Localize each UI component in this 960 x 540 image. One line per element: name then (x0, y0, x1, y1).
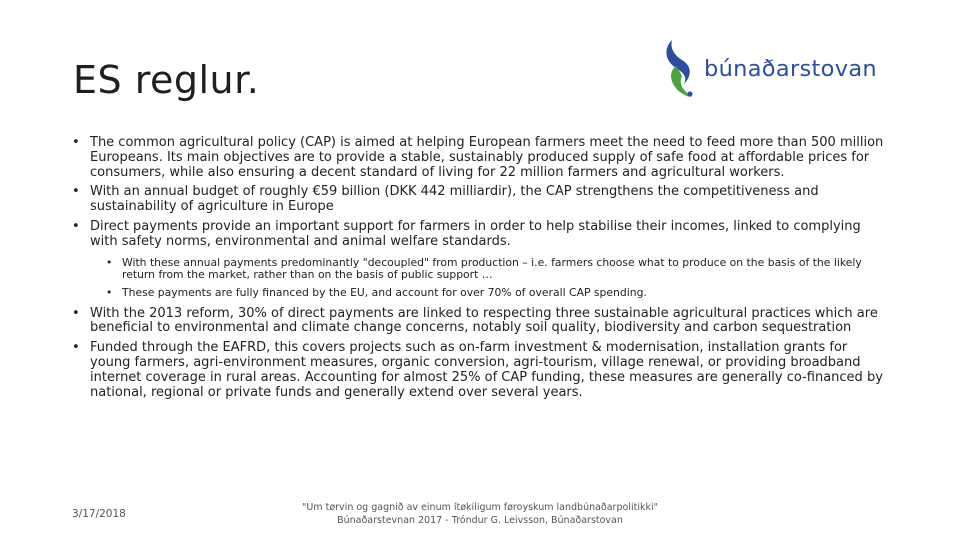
bullet-marker: • (72, 184, 80, 200)
bullet-marker: • (72, 218, 80, 234)
bullet-marker: • (72, 340, 80, 356)
footer-date: 3/17/2018 (72, 508, 126, 520)
bullet-item (72, 185, 887, 215)
bullet-item (72, 341, 887, 400)
bullet-item (72, 307, 887, 337)
slide-content (72, 136, 887, 405)
sub-bullet-list (106, 257, 887, 299)
logo-drop-icon (662, 36, 702, 100)
sub-bullet-text: With these annual payments predominantly "decoupled" from production – i.e. farmers choose what to produce on the basis of the likely return from the market, rather than on the basis of public support … (122, 255, 862, 281)
bunadarstovan-logo (662, 36, 902, 100)
bullet-text: With an annual budget of roughly €59 billion (DKK 442 milliardir), the CAP strengthens the competitiveness and sustainability of agriculture in Europe (90, 184, 819, 215)
logo-text: búnaðarstovan (704, 56, 877, 82)
bullet-text: With the 2013 reform, 30% of direct payments are linked to respecting three sustainable agricultural practices which are beneficial to environmental and climate change concerns, notably soil quality, biodiversity and carbon sequestration (90, 305, 878, 336)
sub-bullet-marker: • (106, 285, 113, 299)
slide-title: ES reglur. (73, 58, 260, 102)
bullet-text: Funded through the EAFRD, this covers projects such as on-farm investment & modernisation, installation grants for young farmers, agri-environment measures, organic conversion, agri-tourism, village renewal, or providing broadband internet coverage in rural areas. Accounting for almost 25% of CAP funding, these measures are generally co-financed by national, regional or private funds and generally extend over several years. (90, 340, 883, 400)
footer-caption-line1: "Um tørvin og gagnið av einum ítøkiligum føroyskum landbúnaðarpolitikki" (302, 502, 658, 513)
bullet-item (72, 136, 887, 180)
sub-bullet-marker: • (106, 255, 113, 269)
bullet-marker: • (72, 135, 80, 150)
bullet-text: The common agricultural policy (CAP) is aimed at helping European farmers meet the need to feed more than 500 million Europeans. Its main objectives are to provide a stable, sustainably produced supply of safe food at affordable prices for consumers, while also ensuring a decent standard of living for 22 million farmers and agricultural workers. (90, 135, 884, 180)
footer-caption-line2: Búnaðarstevnan 2017 - Tróndur G. Leivsson, Búnaðarstovan (337, 515, 623, 526)
bullet-marker: • (72, 305, 80, 321)
footer-caption (280, 501, 680, 527)
sub-bullet-text: These payments are fully financed by the EU, and account for over 70% of overall CAP spending. (122, 285, 647, 299)
sub-bullet-item (106, 257, 887, 281)
sub-bullet-item (106, 287, 887, 299)
bullet-text: Direct payments provide an important support for farmers in order to help stabilise their incomes, linked to complying with safety norms, environmental and animal welfare standards. (90, 218, 861, 249)
bullet-item (72, 220, 887, 250)
